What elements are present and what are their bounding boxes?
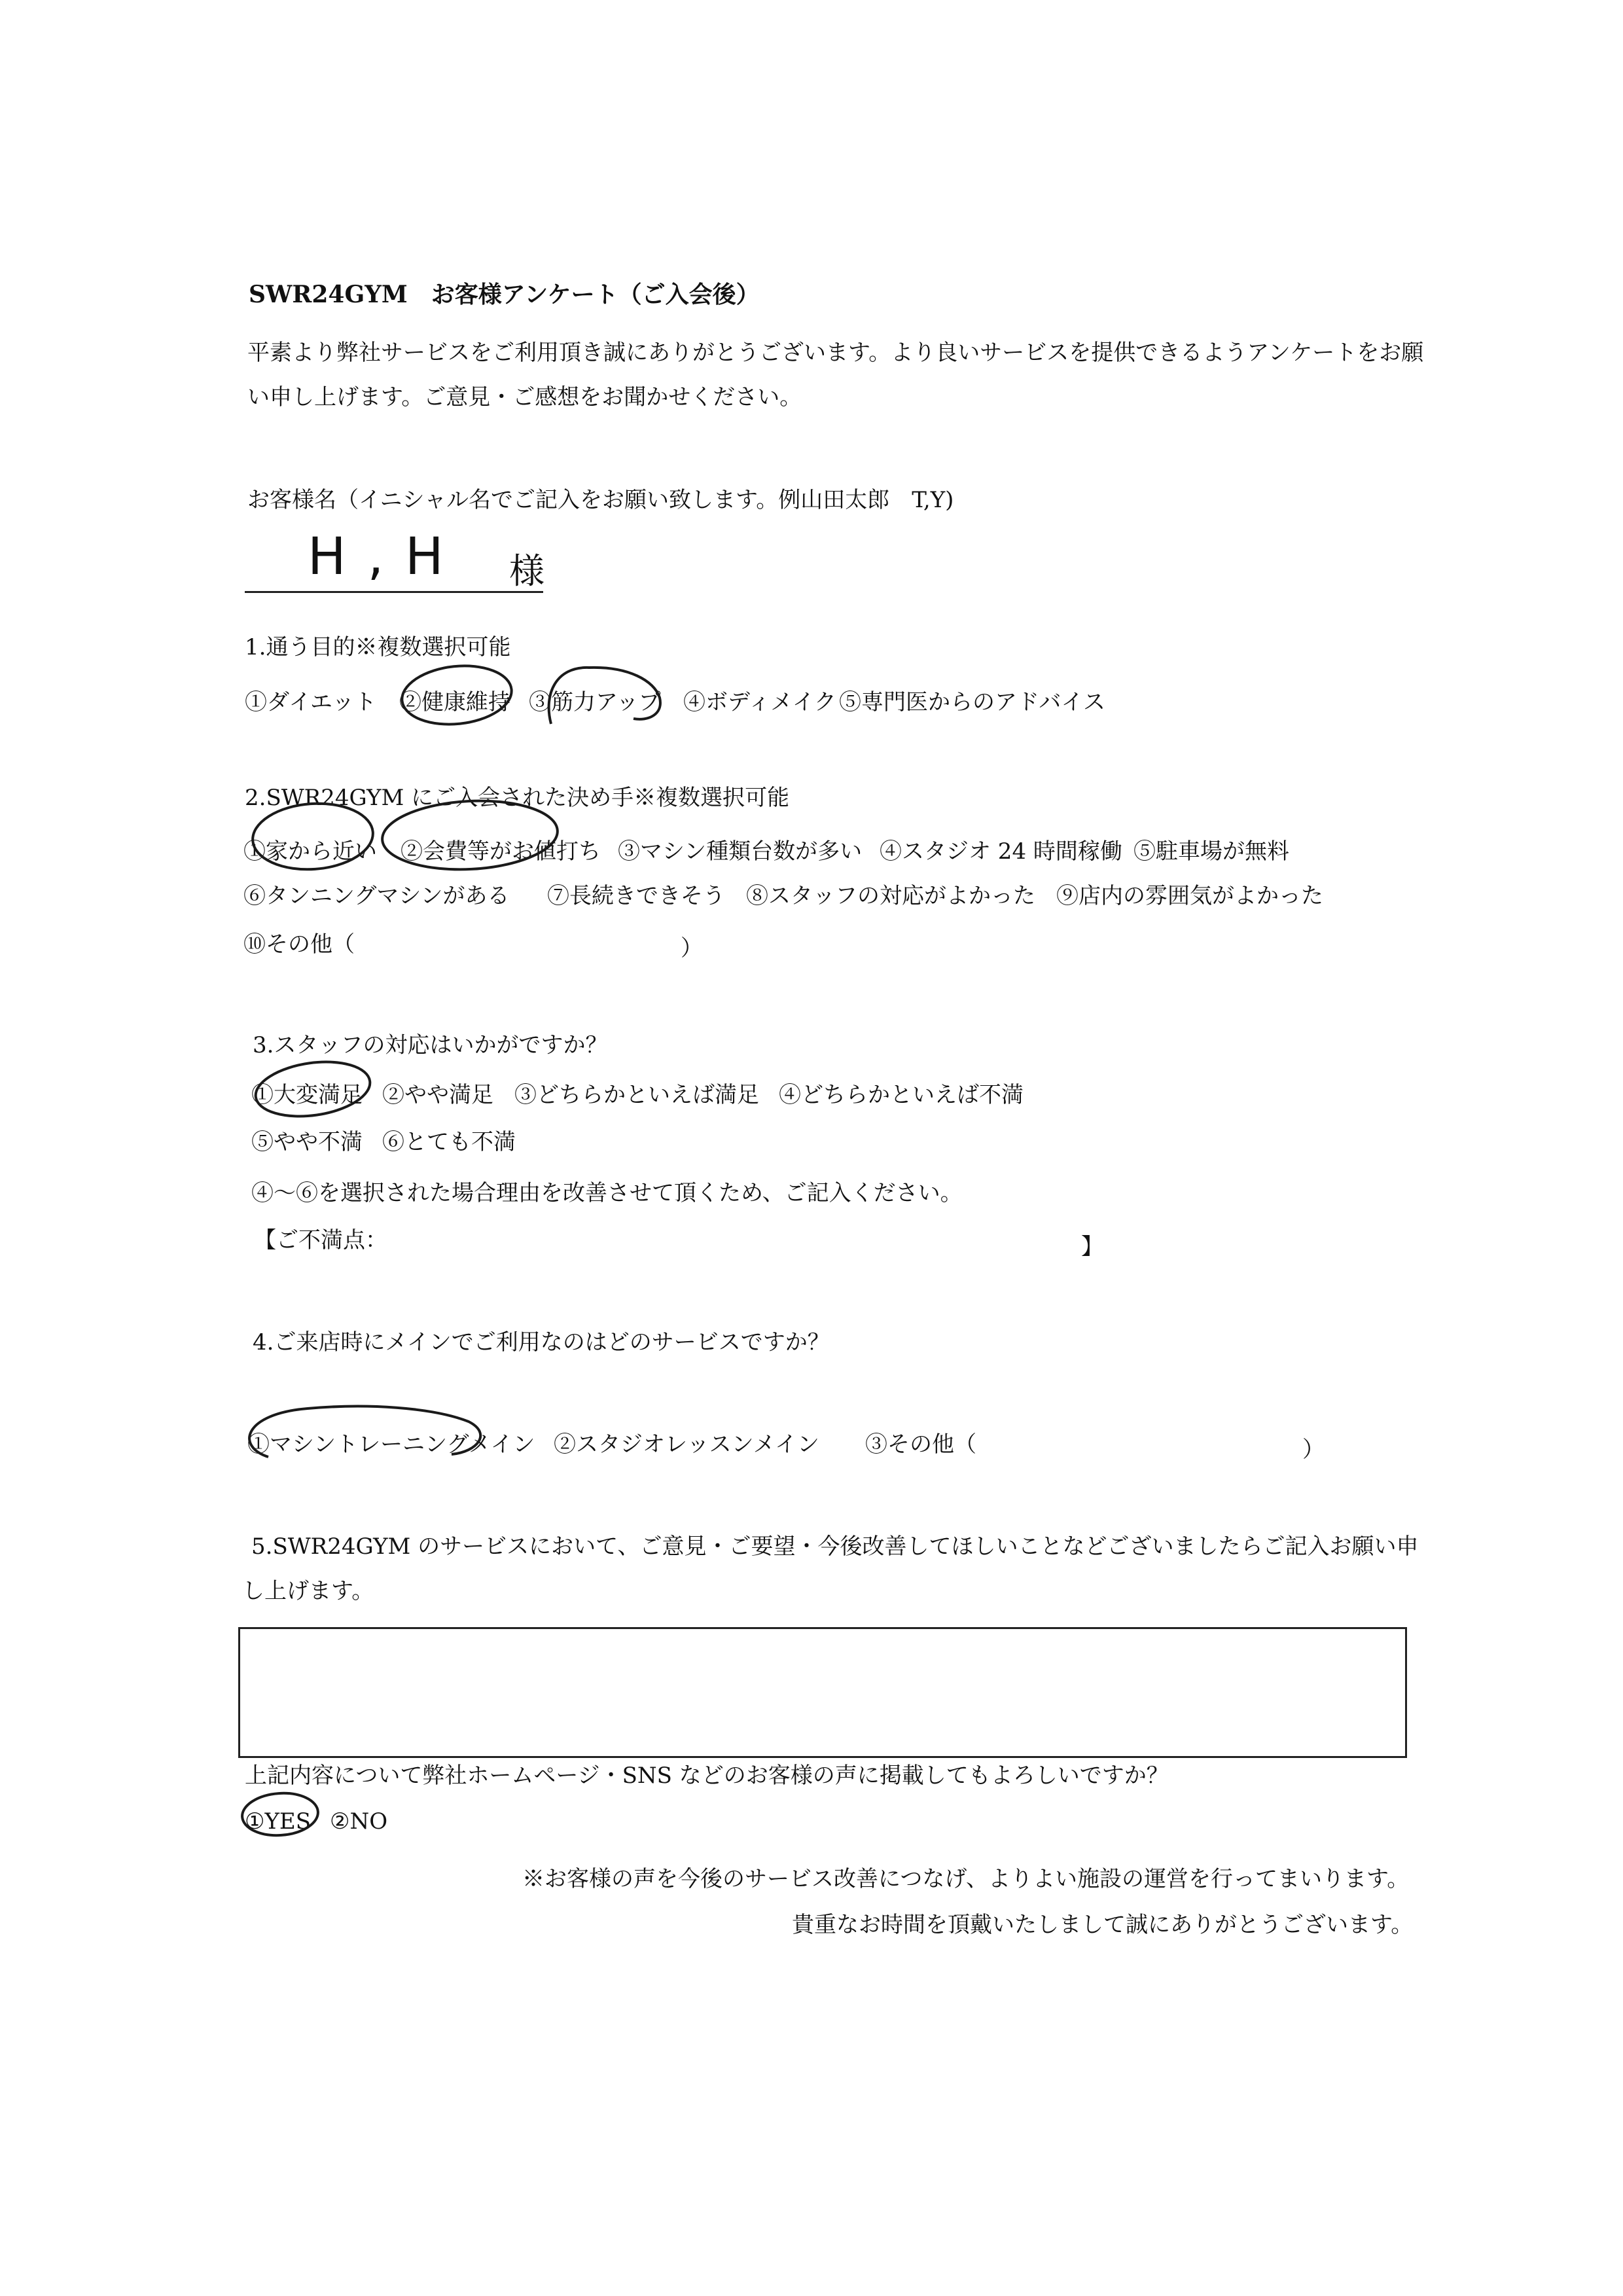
q2-question: 2.SWR24GYM にご入会された決め手※複数選択可能 (245, 785, 790, 811)
intro-text-line2: い申し上げます。ご意見・ご感想をお聞かせください。 (247, 384, 802, 410)
q2-other-close-paren: ） (681, 935, 703, 961)
q3-option-rather-dissatisfied[interactable]: ④どちらかといえば不満 (779, 1082, 1024, 1108)
comment-textarea[interactable] (238, 1627, 1407, 1758)
q3-complaint-close-bracket: 】 (1081, 1234, 1103, 1260)
q1-option-bodymake[interactable]: ④ボディメイク (683, 689, 836, 715)
q3-question: 3.スタッフの対応はいかがですか？ (253, 1032, 608, 1058)
customer-name-handwritten: H , H (308, 528, 446, 586)
customer-name-underline (245, 591, 543, 593)
q3-complaint-label: 【ご不満点： (254, 1227, 387, 1253)
honorific-sama: 様 (509, 550, 544, 592)
q5-question-line1: 5.SWR24GYM のサービスにおいて、ご意見・ご要望・今後改善してほしいことなどございましたらご記入お願い申 (251, 1534, 1419, 1560)
q3-option-very-dissatisfied[interactable]: ⑥とても不満 (382, 1129, 516, 1155)
q4-other-close-paren: ） (1302, 1437, 1325, 1463)
q3-option-rather-satisfied[interactable]: ③どちらかといえば満足 (514, 1082, 759, 1108)
q2-option-staff[interactable]: ⑧スタッフの対応がよかった (746, 883, 1035, 909)
q4-option-machine-training[interactable]: ①マシントレーニングメイン (247, 1431, 535, 1458)
q1-question: 1.通う目的※複数選択可能 (245, 634, 511, 660)
q2-option-other[interactable]: ⑩その他（ (243, 931, 355, 958)
q2-option-long-lasting[interactable]: ⑦長続きできそう (547, 883, 725, 909)
q2-option-fees[interactable]: ②会費等がお値打ち (401, 838, 601, 865)
intro-text-line1: 平素より弊社サービスをご利用頂き誠にありがとうございます。より良いサービスを提供できるようアンケートをお願 (247, 340, 1424, 366)
consent-option-yes[interactable]: ①YES (245, 1808, 312, 1835)
q4-option-studio-lesson[interactable]: ②スタジオレッスンメイン (554, 1431, 819, 1458)
q5-question-line2: し上げます。 (242, 1578, 374, 1604)
q2-option-studio-24h[interactable]: ④スタジオ 24 時間稼働 (880, 838, 1122, 865)
q1-option-doctor[interactable]: ⑤専門医からのアドバイス (839, 689, 1105, 715)
consent-question: 上記内容について弊社ホームページ・SNS などのお客様の声に掲載してもよろしいですか？ (245, 1763, 1169, 1789)
q1-option-diet[interactable]: ①ダイエット (245, 689, 377, 715)
footer-line2: 貴重なお時間を頂戴いたしまして誠にありがとうございます。 (792, 1912, 1414, 1938)
q3-option-somewhat-dissatisfied[interactable]: ⑤やや不満 (251, 1129, 363, 1155)
q1-option-strength[interactable]: ③筋力アップ (529, 689, 661, 715)
q4-option-other[interactable]: ③その他（ (865, 1431, 976, 1458)
customer-name-label: お客様名（イニシャル名でご記入をお願い致します。例山田太郎 T,Y) (247, 487, 954, 513)
q2-option-near-home[interactable]: ①家から近い (243, 838, 377, 865)
q3-option-somewhat-satisfied[interactable]: ②やや満足 (382, 1082, 493, 1108)
q2-option-parking[interactable]: ⑤駐車場が無料 (1133, 838, 1289, 865)
q2-option-machines[interactable]: ③マシン種類台数が多い (618, 838, 863, 865)
footer-line1: ※お客様の声を今後のサービス改善につなげ、よりよい施設の運営を行ってまいります。 (522, 1866, 1410, 1892)
q2-option-tanning[interactable]: ⑥タンニングマシンがある (243, 883, 510, 909)
q2-option-atmosphere[interactable]: ⑨店内の雰囲気がよかった (1056, 883, 1323, 909)
q4-question: 4.ご来店時にメインでご利用なのはどのサービスですか？ (253, 1329, 830, 1355)
q1-option-health[interactable]: ②健康維持 (399, 689, 510, 715)
q3-note: ④～⑥を選択された場合理由を改善させて頂くため、ご記入ください。 (251, 1180, 963, 1206)
q3-option-very-satisfied[interactable]: ①大変満足 (251, 1082, 363, 1108)
consent-option-no[interactable]: ②NO (330, 1808, 388, 1835)
survey-title: SWR24GYM お客様アンケート（ご入会後） (249, 281, 760, 308)
